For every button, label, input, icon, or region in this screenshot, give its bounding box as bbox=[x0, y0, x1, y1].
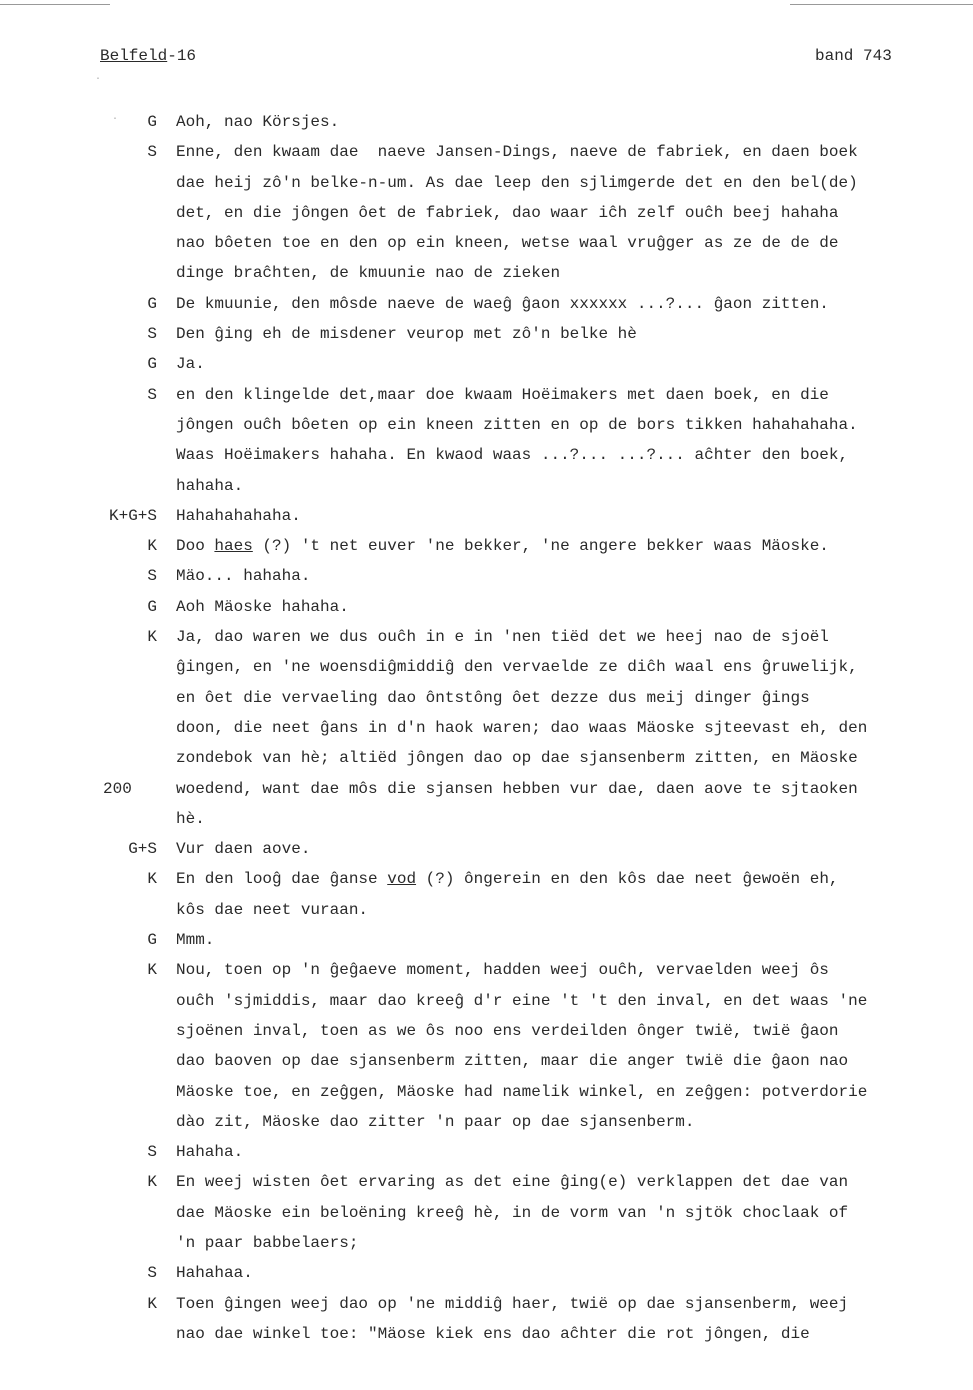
transcript-line bbox=[0, 1077, 973, 1107]
speaker-label: S bbox=[147, 1264, 157, 1283]
transcript-line bbox=[0, 1137, 973, 1167]
scan-edge-line-right bbox=[790, 4, 973, 5]
transcript-line bbox=[0, 1228, 973, 1258]
speaker-label: G bbox=[147, 355, 157, 374]
transcript-line bbox=[0, 592, 973, 622]
line-text: dae Mäoske ein beloëning kreeĝ hè, in de vorm van 'n sjtök choclaak of bbox=[176, 1203, 849, 1222]
line-text: Enne, den kwaam dae naeve Jansen-Dings, naeve de fabriek, en daen boek bbox=[176, 143, 858, 162]
transcript-line bbox=[0, 804, 973, 834]
line-text: Aoh, nao Körsjes. bbox=[176, 113, 340, 131]
line-text: ouĉh 'sjmiddis, maar dao kreeĝ d'r eine 't 't den inval, en det waas 'ne bbox=[176, 991, 868, 1010]
page-title bbox=[100, 47, 196, 65]
transcript-line bbox=[0, 531, 973, 561]
speaker-label: S bbox=[147, 385, 157, 404]
line-text: Vur daen aove. bbox=[176, 840, 311, 859]
transcript-line bbox=[0, 1167, 973, 1197]
line-text: Waas Hoëimakers hahaha. En kwaod waas ...?... ...?... aĉhter den boek, bbox=[176, 446, 849, 465]
transcript-line bbox=[0, 834, 973, 864]
line-text: Aoh Mäoske hahaha. bbox=[176, 597, 349, 616]
transcript-line bbox=[0, 198, 973, 228]
transcript-line bbox=[0, 652, 973, 682]
transcript-line bbox=[0, 895, 973, 925]
transcript-line bbox=[0, 168, 973, 198]
line-text: zondebok van hè; altiëd jôngen dao op dae sjansenberm zitten, en Mäoske bbox=[176, 749, 858, 768]
margin-mark: . bbox=[95, 72, 102, 83]
line-text: nao bôeten toe en den op ein kneen, wetse waal vruĝger as ze de de de bbox=[176, 234, 839, 253]
transcript-line bbox=[0, 713, 973, 743]
speaker-label: K bbox=[147, 961, 157, 980]
line-text: Den ĝing eh de misdener veurop met zô'n belke hè bbox=[176, 325, 637, 344]
transcript-line bbox=[0, 864, 973, 894]
speaker-label: S bbox=[147, 325, 157, 344]
transcript-line bbox=[0, 925, 973, 955]
line-text: sjoënen inval, toen as we ôs noo ens verdeilden ônger twië, twië ĝaon bbox=[176, 1021, 839, 1040]
line-text: jôngen ouĉh bôeten op ein kneen zitten en op de bors tikken hahahahaha. bbox=[176, 415, 858, 434]
speaker-label: S bbox=[147, 143, 157, 162]
text-segment: (?) 't net euver 'ne bekker, 'ne angere bekker waas Mäoske. bbox=[252, 537, 829, 556]
line-text bbox=[176, 864, 839, 894]
speaker-label: K+G+S bbox=[108, 506, 157, 525]
transcript-line bbox=[0, 349, 973, 379]
transcript-line bbox=[0, 137, 973, 167]
line-text: dae heij zô'n belke-n-um. As dae leep den sjlimgerde det en den bel(de) bbox=[176, 173, 858, 192]
line-text: Hahahahahaha. bbox=[176, 506, 301, 525]
line-text: hahaha. bbox=[176, 476, 244, 495]
title-place: Belfeld bbox=[100, 47, 168, 65]
line-text: en den klingelde det,maar doe kwaam Hoëimakers met daen boek, en die bbox=[176, 385, 829, 404]
scan-edge-line-left bbox=[0, 4, 110, 5]
tape-number: band 743 bbox=[815, 47, 892, 65]
speaker-label: G bbox=[147, 294, 157, 313]
transcript-line bbox=[0, 289, 973, 319]
transcript-line bbox=[0, 561, 973, 591]
transcript-line bbox=[0, 955, 973, 985]
transcript-line bbox=[0, 774, 973, 804]
line-text: En weej wisten ôet ervaring as det eine ĝing(e) verklappen det dae van bbox=[176, 1173, 849, 1192]
text-segment: Doo bbox=[176, 537, 215, 556]
transcript-line bbox=[0, 471, 973, 501]
transcript-line bbox=[0, 501, 973, 531]
title-page: -16 bbox=[167, 47, 197, 65]
underlined-word: vod bbox=[387, 870, 417, 889]
transcript-line bbox=[0, 228, 973, 258]
transcript-line bbox=[0, 258, 973, 288]
speaker-label: G bbox=[147, 113, 157, 131]
transcript-line bbox=[0, 1289, 973, 1319]
transcript-line bbox=[0, 1046, 973, 1076]
speaker-label: G bbox=[147, 931, 157, 950]
line-text: kôs dae neet vuraan. bbox=[176, 900, 369, 919]
line-number: 200 bbox=[103, 779, 132, 798]
line-text: Hahahaa. bbox=[176, 1264, 253, 1283]
speaker-label: G bbox=[147, 597, 157, 616]
line-text: Mmm. bbox=[176, 931, 215, 950]
transcript-line bbox=[0, 1016, 973, 1046]
line-text: De kmuunie, den môsde naeve de waeĝ ĝaon xxxxxx ...?... ĝaon zitten. bbox=[176, 294, 829, 313]
line-text bbox=[176, 531, 829, 561]
transcript-line bbox=[0, 986, 973, 1016]
speaker-label: S bbox=[147, 567, 157, 586]
line-text: nao dae winkel toe: "Mäose kiek ens dao aĉhter die rot jôngen, die bbox=[176, 1324, 810, 1343]
transcript-line bbox=[0, 743, 973, 773]
transcript-line bbox=[0, 319, 973, 349]
line-text: Mäo... hahaha. bbox=[176, 567, 311, 586]
line-text: Toen ĝingen weej dao op 'ne middiĝ haer, twië op dae sjansenberm, weej bbox=[176, 1294, 849, 1313]
transcript-line bbox=[0, 107, 973, 137]
transcript-line bbox=[0, 380, 973, 410]
line-text: hè. bbox=[176, 809, 205, 828]
line-text: doon, die neet ĝans in d'n haok waren; dao waas Mäoske sjteevast eh, den bbox=[176, 718, 868, 737]
transcript-line bbox=[0, 1198, 973, 1228]
line-text: Ja, dao waren we dus ouĉh in e in 'nen tiëd det we heej nao de sjoël bbox=[176, 628, 829, 647]
speaker-label: K bbox=[147, 1294, 157, 1313]
line-text: Nou, toen op 'n ĝeĝaeve moment, hadden weej ouĉh, vervaelden weej ôs bbox=[176, 961, 829, 980]
transcript-line bbox=[0, 622, 973, 652]
transcript-line bbox=[0, 683, 973, 713]
line-text: woedend, want dae môs die sjansen hebben vur dae, daen aove te sjtaoken bbox=[176, 779, 858, 798]
line-text: 'n paar babbelaers; bbox=[176, 1233, 359, 1252]
margin-mark: . bbox=[112, 112, 119, 123]
speaker-label: K bbox=[147, 537, 157, 556]
transcript bbox=[0, 107, 973, 1349]
speaker-label: K bbox=[147, 870, 157, 889]
speaker-label: G+S bbox=[128, 840, 157, 859]
line-text: Mäoske toe, en zeĝgen, Mäoske had namelik winkel, en zeĝgen: potverdorie bbox=[176, 1082, 868, 1101]
speaker-label: K bbox=[147, 628, 157, 647]
line-text: dao baoven op dae sjansenberm zitten, maar die anger twië die ĝaon nao bbox=[176, 1052, 849, 1071]
line-text: Ja. bbox=[176, 355, 205, 374]
speaker-label: S bbox=[147, 1143, 157, 1162]
text-segment: En den looĝ dae ĝanse bbox=[176, 870, 388, 889]
transcript-line bbox=[0, 1319, 973, 1349]
transcript-line bbox=[0, 1258, 973, 1288]
underlined-word: haes bbox=[214, 537, 253, 556]
speaker-label: K bbox=[147, 1173, 157, 1192]
transcript-line bbox=[0, 1107, 973, 1137]
line-text: det, en die jôngen ôet de fabriek, dao waar iĉh zelf ouĉh beej hahaha bbox=[176, 203, 839, 222]
line-text: ĝingen, en 'ne woensdiĝmiddiĝ den vervaelde ze diĉh waal ens ĝruwelijk, bbox=[176, 658, 858, 677]
transcript-line bbox=[0, 410, 973, 440]
transcript-line bbox=[0, 440, 973, 470]
line-text: Hahaha. bbox=[176, 1143, 244, 1162]
text-segment: (?) ôngerein en den kôs dae neet ĝewoën eh, bbox=[416, 870, 839, 889]
line-text: en ôet die vervaeling dao ôntstông ôet dezze dus meij dinger ĝings bbox=[176, 688, 810, 707]
line-text: dinge braĉhten, de kmuunie nao de zieken bbox=[176, 264, 561, 283]
line-text: dào zit, Mäoske dao zitter 'n paar op dae sjansenberm. bbox=[176, 1112, 695, 1131]
